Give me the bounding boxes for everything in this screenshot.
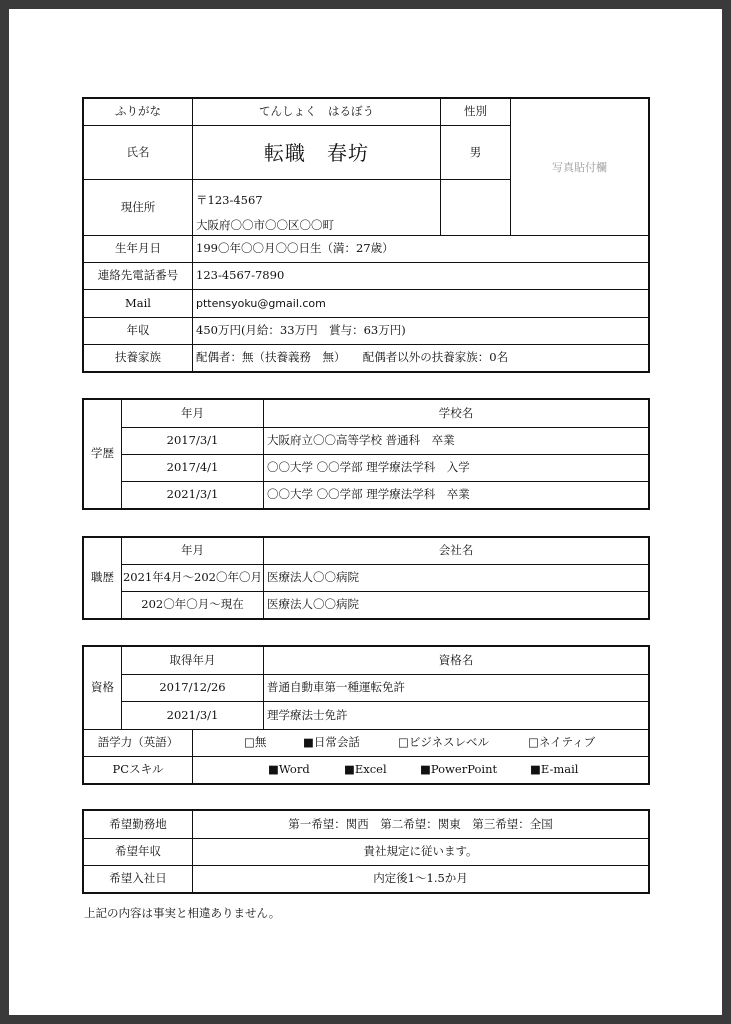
family-label: 扶養家族 bbox=[115, 350, 161, 365]
wish-salary-value: 貴社規定に従います。 bbox=[363, 844, 478, 859]
furigana-value: てんしょく はるぼう bbox=[259, 104, 374, 119]
name-value: 転職 春坊 bbox=[264, 140, 369, 165]
language-option-daily[interactable]: ■日常会話 bbox=[303, 735, 360, 749]
education-school: 〇〇大学 〇〇学部 理学療法学科 卒業 bbox=[267, 487, 470, 502]
mail-value: pttensyoku@gmail.com bbox=[196, 297, 326, 310]
qualifications-table bbox=[82, 645, 650, 785]
footer-note: 上記の内容は事実と相違ありません。 bbox=[84, 906, 281, 920]
career-col-company: 会社名 bbox=[438, 543, 474, 558]
career-table bbox=[82, 536, 650, 620]
postal-code: 〒123-4567 bbox=[196, 193, 263, 207]
wish-location-label: 希望勤務地 bbox=[109, 816, 167, 831]
education-date: 2021/3/1 bbox=[166, 487, 219, 502]
education-section-label: 学歴 bbox=[91, 446, 114, 461]
family-value: 配偶者：無（扶養義務 無） 配偶者以外の扶養家族：0名 bbox=[196, 350, 509, 365]
pc-option-word[interactable]: ■Word bbox=[268, 762, 310, 776]
furigana-label: ふりがな bbox=[115, 104, 161, 119]
career-col-date: 年月 bbox=[181, 543, 204, 558]
education-school: 〇〇大学 〇〇学部 理学療法学科 入学 bbox=[267, 460, 470, 475]
education-date: 2017/3/1 bbox=[166, 433, 219, 448]
qualifications-col-name: 資格名 bbox=[438, 652, 474, 667]
qualification-date: 2017/12/26 bbox=[159, 680, 226, 695]
career-date: 2021年4月～202〇年〇月 bbox=[122, 570, 263, 585]
wish-salary-label: 希望年収 bbox=[115, 844, 161, 859]
education-table bbox=[82, 398, 650, 510]
address-value: 大阪府〇〇市〇〇区〇〇町 bbox=[196, 218, 334, 232]
name-label: 氏名 bbox=[126, 144, 150, 159]
wish-start-label: 希望入社日 bbox=[109, 871, 167, 886]
mail-label: Mail bbox=[125, 295, 151, 310]
career-date: 202〇年〇月～現在 bbox=[141, 597, 244, 612]
pc-skill-label: PCスキル bbox=[112, 762, 164, 777]
birth-value: 199〇年〇〇月〇〇日生（満：27歳） bbox=[196, 241, 394, 256]
career-company: 医療法人〇〇病院 bbox=[267, 597, 359, 612]
education-col-school: 学校名 bbox=[438, 405, 474, 420]
qualifications-section-label: 資格 bbox=[91, 680, 114, 695]
phone-value: 123-4567-7890 bbox=[196, 268, 285, 283]
qualifications-col-date: 取得年月 bbox=[169, 652, 216, 667]
language-option-native[interactable]: □ネイティブ bbox=[528, 735, 596, 749]
language-option-none[interactable]: □無 bbox=[244, 735, 267, 749]
language-label: 語学力（英語） bbox=[97, 735, 179, 750]
gender-label: 性別 bbox=[464, 104, 487, 119]
gender-value: 男 bbox=[469, 144, 482, 159]
wishes-table bbox=[82, 809, 650, 894]
address-label: 現住所 bbox=[120, 199, 156, 214]
qualification-name: 理学療法士免許 bbox=[267, 707, 348, 722]
personal-info-table bbox=[82, 97, 650, 373]
qualification-name: 普通自動車第一種運転免許 bbox=[267, 680, 405, 695]
language-option-business[interactable]: □ビジネスレベル bbox=[398, 735, 490, 749]
pc-option-powerpoint[interactable]: ■PowerPoint bbox=[420, 762, 498, 776]
photo-placeholder: 写真貼付欄 bbox=[552, 160, 607, 174]
qualification-date: 2021/3/1 bbox=[166, 707, 219, 722]
wish-start-value: 内定後1～1.5か月 bbox=[373, 871, 468, 886]
career-section-label: 職歴 bbox=[91, 570, 114, 585]
income-value: 450万円(月給：33万円 賞与：63万円) bbox=[196, 323, 406, 338]
birth-label: 生年月日 bbox=[115, 241, 161, 256]
income-label: 年収 bbox=[126, 323, 150, 338]
education-date: 2017/4/1 bbox=[166, 460, 219, 475]
pc-option-excel[interactable]: ■Excel bbox=[344, 762, 387, 776]
phone-label: 連絡先電話番号 bbox=[97, 268, 179, 283]
career-company: 医療法人〇〇病院 bbox=[267, 570, 359, 585]
resume-page bbox=[9, 9, 722, 1015]
education-school: 大阪府立〇〇高等学校 普通科 卒業 bbox=[267, 433, 455, 448]
pc-option-email[interactable]: ■E-mail bbox=[530, 762, 579, 776]
wish-location-value: 第一希望：関西 第二希望：関東 第三希望：全国 bbox=[288, 816, 553, 831]
education-col-date: 年月 bbox=[181, 405, 204, 420]
